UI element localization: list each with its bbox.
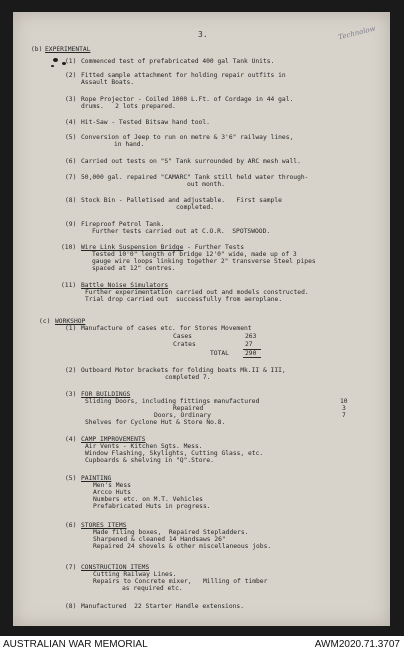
item-title-stores: STORES ITEMS xyxy=(81,522,127,529)
item-text: Made filing boxes, Repaired Stepladders. xyxy=(93,529,249,536)
item-title-camp: CAMP IMPROVEMENTS xyxy=(81,436,146,443)
total-label: TOTAL xyxy=(210,350,229,357)
item-text: Arcco Huts xyxy=(93,489,131,496)
item-text: Tested 10'0" length of bridge 12'0" wide, made up of 3 xyxy=(92,251,297,258)
section-marker: (c) xyxy=(39,318,51,325)
item-number: (5) xyxy=(65,475,77,482)
item-number: (4) xyxy=(65,119,77,126)
item-number: (7) xyxy=(65,174,77,181)
item-text: Sharpened & cleaned 14 Handsaws 26" xyxy=(93,536,226,543)
item-number: (1) xyxy=(65,325,77,332)
item-text: Hit-Saw - Tested Bitsaw hand tool. xyxy=(81,119,210,126)
item-text: spaced at 12" centres. xyxy=(92,265,176,272)
item-number: (5) xyxy=(65,134,77,141)
cases-value: 263 xyxy=(245,333,257,340)
item-text: Fitted sample attachment for holding repair outfits in xyxy=(81,72,286,79)
item-text: Men's Mess xyxy=(93,482,131,489)
item-value: 7 xyxy=(342,412,346,419)
item-number: (3) xyxy=(65,391,77,398)
item-text: gauge wire loops linking together 2" transverse Steel pipes xyxy=(92,258,316,265)
item-text: drums. 2 lots prepared. xyxy=(81,103,176,110)
item-number: (11) xyxy=(61,282,77,289)
item-text: Further tests carried out at C.O.R. SPOTSWOOD. xyxy=(92,228,271,235)
ink-blot xyxy=(51,65,54,67)
item-text: Numbers etc. on M.T. Vehicles xyxy=(93,496,203,503)
item-text: Commenced test of prefabricated 400 gal Tank Units. xyxy=(81,58,275,65)
item-text: as required etc. xyxy=(122,585,183,592)
footer-institution: AUSTRALIAN WAR MEMORIAL xyxy=(3,639,148,650)
item-number: (6) xyxy=(65,158,77,165)
item-number: (8) xyxy=(65,603,77,610)
item-title-wire-bridge: Wire Link Suspension Bridge xyxy=(81,244,184,251)
item-text: Manufactured 22 Starter Handle extensions. xyxy=(81,603,245,610)
item-text: Assault Boats. xyxy=(81,79,135,86)
crates-value: 27 xyxy=(245,341,253,348)
item-title-battle-noise: Battle Noise Simulators xyxy=(81,282,169,289)
item-text: Cupboards & shelving in "Q".Store. xyxy=(85,457,214,464)
item-number: (2) xyxy=(65,72,77,79)
item-number: (8) xyxy=(65,197,77,204)
item-number: (6) xyxy=(65,522,77,529)
item-text: completed. xyxy=(176,204,214,211)
item-text: out month. xyxy=(187,181,225,188)
item-text: Prefabricated Huts in progress. xyxy=(93,503,211,510)
section-heading-experimental: EXPERIMENTAL xyxy=(45,46,91,53)
item-text: Repaired xyxy=(173,405,204,412)
item-title-construction: CONSTRUCTION ITEMS xyxy=(81,564,150,571)
item-text: Stock Bin - Palletised and adjustable. First sample xyxy=(81,197,282,204)
item-text: Repaired 24 shovels & other miscellaneous jobs. xyxy=(93,543,272,550)
item-value: 10 xyxy=(340,398,348,405)
item-number: (1) xyxy=(65,58,77,65)
item-number: (7) xyxy=(65,564,77,571)
page-number: 3. xyxy=(198,30,208,39)
item-number: (10) xyxy=(61,244,77,251)
item-text: Cutting Railway Lines. xyxy=(93,571,177,578)
item-text: Further experimentation carried out and models constructed. xyxy=(85,289,309,296)
item-text: Conversion of Jeep to run on metre & 3'6" railway lines, xyxy=(81,134,294,141)
footer-reference: AWM2020.71.3707 xyxy=(314,639,400,650)
cases-label: Cases xyxy=(173,333,192,340)
item-title-buildings: FOR BUILDINGS xyxy=(81,391,131,398)
item-text: 50,000 gal. repaired "CAMARC" Tank still held water through- xyxy=(81,174,309,181)
item-text: Doors, Ordinary xyxy=(154,412,211,419)
item-text: Rope Projector - Coiled 1000 L.Ft. of Cordage in 44 gal. xyxy=(81,96,294,103)
handwritten-annotation: Technolow xyxy=(337,24,377,42)
item-title-rest: - Further Tests xyxy=(183,244,245,251)
item-number: (4) xyxy=(65,436,77,443)
item-value: 3 xyxy=(342,405,346,412)
item-text: Air Vents - Kitchen Sgts. Mess. xyxy=(85,443,203,450)
item-text: Manufacture of cases etc. for Stores Movement xyxy=(81,325,252,332)
item-text: Outboard Motor brackets for folding boats Mk.II & III, xyxy=(81,367,286,374)
item-text: Carried out tests on "S" Tank surrounded by ARC mesh wall. xyxy=(81,158,301,165)
crates-label: Crates xyxy=(173,341,196,348)
item-number: (3) xyxy=(65,96,77,103)
section-marker: (b) xyxy=(31,46,43,53)
item-text: in hand. xyxy=(114,141,145,148)
item-text: Fireproof Petrol Tank. xyxy=(81,221,165,228)
item-number: (9) xyxy=(65,221,77,228)
item-text: Shelves for Cyclone Hut & Store No.8. xyxy=(85,419,226,426)
item-text: completed 7. xyxy=(165,374,211,381)
item-text: Window Flashing, Skylights, Cutting Glass, etc. xyxy=(85,450,264,457)
section-heading-workshop: WORKSHOP xyxy=(55,318,86,325)
document-page xyxy=(13,12,390,626)
archive-footer xyxy=(0,636,404,653)
item-number: (2) xyxy=(65,367,77,374)
item-text: Trial drop carried out successfully from aeroplane. xyxy=(85,296,283,303)
total-value: 290 xyxy=(245,350,257,357)
ink-blot xyxy=(53,58,58,62)
total-double-rule xyxy=(243,357,261,358)
item-text: Sliding Doors, including fittings manufactured xyxy=(85,398,260,405)
item-title-painting: PAINTING xyxy=(81,475,112,482)
item-text: Repairs to Concrete mixer, Milling of timber xyxy=(93,578,268,585)
